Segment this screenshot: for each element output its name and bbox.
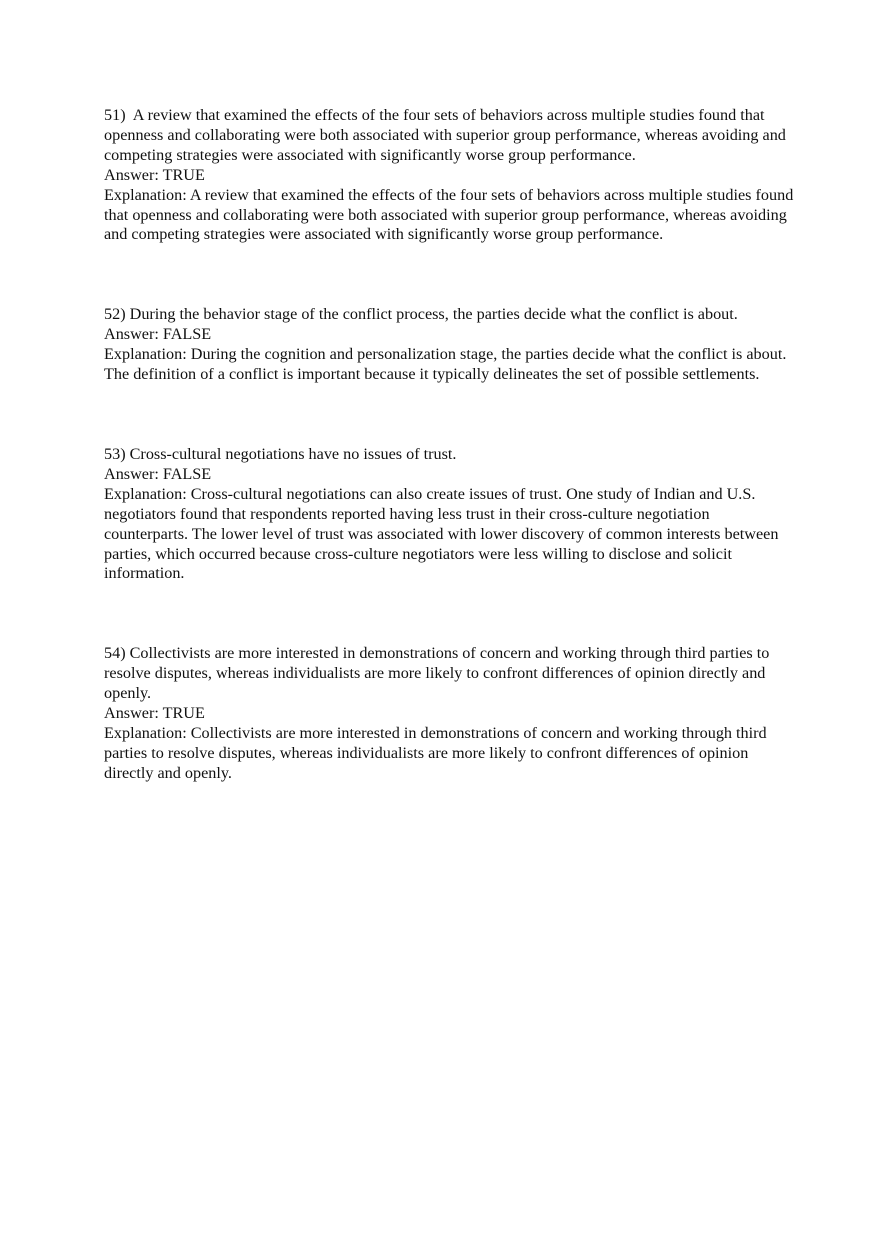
explanation-text: Explanation: A review that examined the effects of the four sets of behaviors across multiple studies found that openness and collaborating were both associated with superior group performance, whereas avoiding and competing strategies were associated with significantly worse group performance. (104, 185, 794, 244)
question-body: Cross-cultural negotiations have no issues of trust. (129, 444, 457, 463)
explanation-text: Explanation: During the cognition and personalization stage, the parties decide what the conflict is about. The definition of a conflict is important because it typically delineates the set of possible settlements. (104, 345, 787, 384)
question-text (104, 106, 794, 166)
question-number: 53) (104, 444, 126, 463)
question-text (104, 445, 794, 465)
explanation-text: Explanation: Cross-cultural negotiations can also create issues of trust. One study of Indian and U.S. negotiators found that respondents reported having less trust in their cross-culture negotiation counterparts. The lower level of trust was associated with lower discovery of common interests between parties, which occurred because cross-culture negotiators were less willing to disclose and solicit information. (104, 484, 779, 583)
document-page (104, 106, 794, 844)
answer-line: Answer: FALSE (104, 325, 212, 344)
question-number: 54) (104, 644, 126, 663)
question-block (104, 106, 794, 245)
answer-line: Answer: TRUE (104, 165, 205, 184)
question-number: 51) (104, 106, 126, 124)
question-number: 52) (104, 305, 126, 324)
question-block (104, 644, 794, 783)
question-body: During the behavior stage of the conflict process, the parties decide what the conflict is about. (129, 305, 738, 324)
question-text (104, 644, 794, 704)
question-block (104, 305, 794, 385)
question-text (104, 305, 794, 325)
question-separator (126, 106, 133, 124)
explanation-text: Explanation: Collectivists are more interested in demonstrations of concern and working through third parties to resolve disputes, whereas individualists are more likely to confront differences of opinion directly and openly. (104, 723, 767, 782)
question-block (104, 445, 794, 584)
question-body: Collectivists are more interested in demonstrations of concern and working through third parties to resolve disputes, whereas individualists are more likely to confront differences of opinion directly and openly. (104, 644, 770, 703)
question-body: A review that examined the effects of the four sets of behaviors across multiple studies found that openness and collaborating were both associated with superior group performance, whereas avoiding and competing strategies were associated with significantly worse group performance. (104, 106, 786, 164)
answer-line: Answer: TRUE (104, 704, 205, 723)
answer-line: Answer: FALSE (104, 464, 212, 483)
